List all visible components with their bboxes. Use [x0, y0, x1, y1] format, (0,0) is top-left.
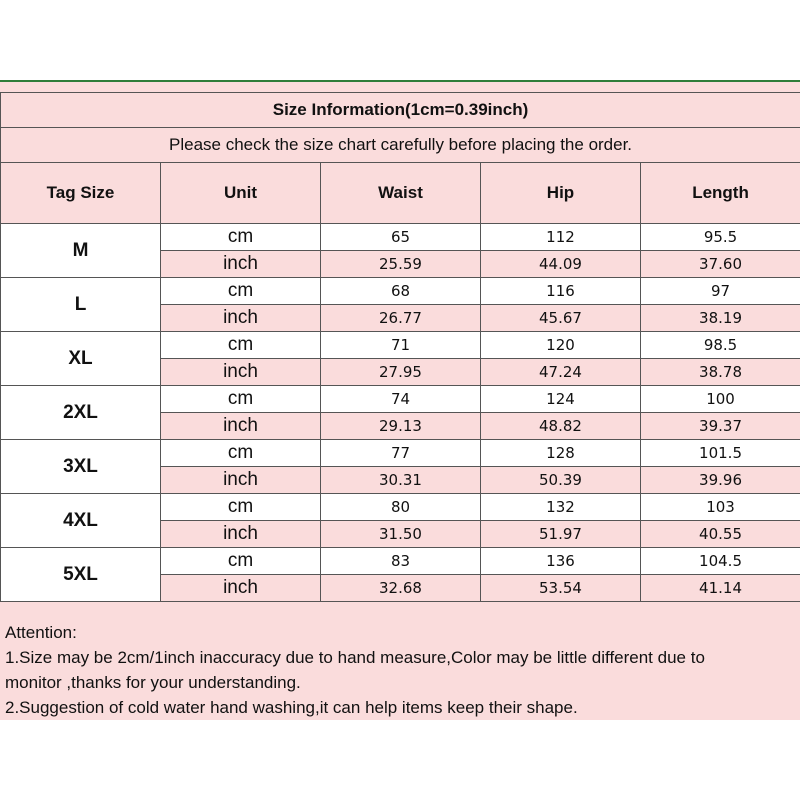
hip-cell: 120: [481, 332, 641, 359]
size-chart-sheet: [0, 80, 800, 720]
tag-size-cell: 4XL: [1, 494, 161, 548]
unit-cell: inch: [161, 305, 321, 332]
table-row: [1, 548, 800, 575]
hip-cell: 116: [481, 278, 641, 305]
note-row: [1, 128, 800, 163]
hip-cell: 51.97: [481, 521, 641, 548]
attention-line-1-cont: monitor ,thanks for your understanding.: [5, 673, 301, 692]
unit-cell: cm: [161, 224, 321, 251]
waist-cell: 29.13: [321, 413, 481, 440]
chart-note: Please check the size chart carefully before placing the order.: [1, 128, 800, 163]
unit-cell: inch: [161, 521, 321, 548]
waist-cell: 25.59: [321, 251, 481, 278]
waist-cell: 83: [321, 548, 481, 575]
unit-cell: inch: [161, 467, 321, 494]
tag-size-cell: M: [1, 224, 161, 278]
waist-cell: 65: [321, 224, 481, 251]
attention-notes: [5, 620, 797, 720]
hip-cell: 136: [481, 548, 641, 575]
length-cell: 95.5: [641, 224, 800, 251]
header-hip: Hip: [481, 163, 641, 224]
length-cell: 97: [641, 278, 800, 305]
hip-cell: 53.54: [481, 575, 641, 602]
hip-cell: 48.82: [481, 413, 641, 440]
attention-line-1: 1.Size may be 2cm/1inch inaccuracy due to hand measure,Color may be little different due to: [5, 648, 705, 667]
table-row: [1, 224, 800, 251]
waist-cell: 74: [321, 386, 481, 413]
hip-cell: 124: [481, 386, 641, 413]
unit-cell: inch: [161, 413, 321, 440]
waist-cell: 80: [321, 494, 481, 521]
tag-size-cell: L: [1, 278, 161, 332]
hip-cell: 45.67: [481, 305, 641, 332]
length-cell: 104.5: [641, 548, 800, 575]
length-cell: 38.19: [641, 305, 800, 332]
header-unit: Unit: [161, 163, 321, 224]
table-row: [1, 332, 800, 359]
waist-cell: 68: [321, 278, 481, 305]
hip-cell: 47.24: [481, 359, 641, 386]
unit-cell: cm: [161, 332, 321, 359]
unit-cell: cm: [161, 440, 321, 467]
length-cell: 38.78: [641, 359, 800, 386]
length-cell: 98.5: [641, 332, 800, 359]
unit-cell: inch: [161, 575, 321, 602]
waist-cell: 31.50: [321, 521, 481, 548]
unit-cell: cm: [161, 548, 321, 575]
waist-cell: 30.31: [321, 467, 481, 494]
attention-line-2: 2.Suggestion of cold water hand washing,it can help items keep their shape.: [5, 698, 578, 717]
length-cell: 101.5: [641, 440, 800, 467]
chart-title: Size Information(1cm=0.39inch): [1, 93, 800, 128]
unit-cell: inch: [161, 359, 321, 386]
length-cell: 39.37: [641, 413, 800, 440]
length-cell: 100: [641, 386, 800, 413]
hip-cell: 44.09: [481, 251, 641, 278]
waist-cell: 27.95: [321, 359, 481, 386]
waist-cell: 71: [321, 332, 481, 359]
length-cell: 37.60: [641, 251, 800, 278]
tag-size-cell: XL: [1, 332, 161, 386]
unit-cell: cm: [161, 386, 321, 413]
hip-cell: 132: [481, 494, 641, 521]
table-row: [1, 440, 800, 467]
tag-size-cell: 5XL: [1, 548, 161, 602]
table-row: [1, 494, 800, 521]
header-waist: Waist: [321, 163, 481, 224]
hip-cell: 50.39: [481, 467, 641, 494]
unit-cell: cm: [161, 494, 321, 521]
length-cell: 40.55: [641, 521, 800, 548]
tag-size-cell: 3XL: [1, 440, 161, 494]
title-row: [1, 93, 800, 128]
tag-size-cell: 2XL: [1, 386, 161, 440]
waist-cell: 32.68: [321, 575, 481, 602]
hip-cell: 112: [481, 224, 641, 251]
unit-cell: inch: [161, 251, 321, 278]
header-row: [1, 163, 800, 224]
table-row: [1, 278, 800, 305]
header-tag-size: Tag Size: [1, 163, 161, 224]
length-cell: 39.96: [641, 467, 800, 494]
length-cell: 103: [641, 494, 800, 521]
length-cell: 41.14: [641, 575, 800, 602]
header-length: Length: [641, 163, 800, 224]
unit-cell: cm: [161, 278, 321, 305]
table-row: [1, 386, 800, 413]
hip-cell: 128: [481, 440, 641, 467]
size-chart-table: [0, 92, 800, 602]
attention-heading: Attention:: [5, 623, 77, 642]
waist-cell: 77: [321, 440, 481, 467]
waist-cell: 26.77: [321, 305, 481, 332]
